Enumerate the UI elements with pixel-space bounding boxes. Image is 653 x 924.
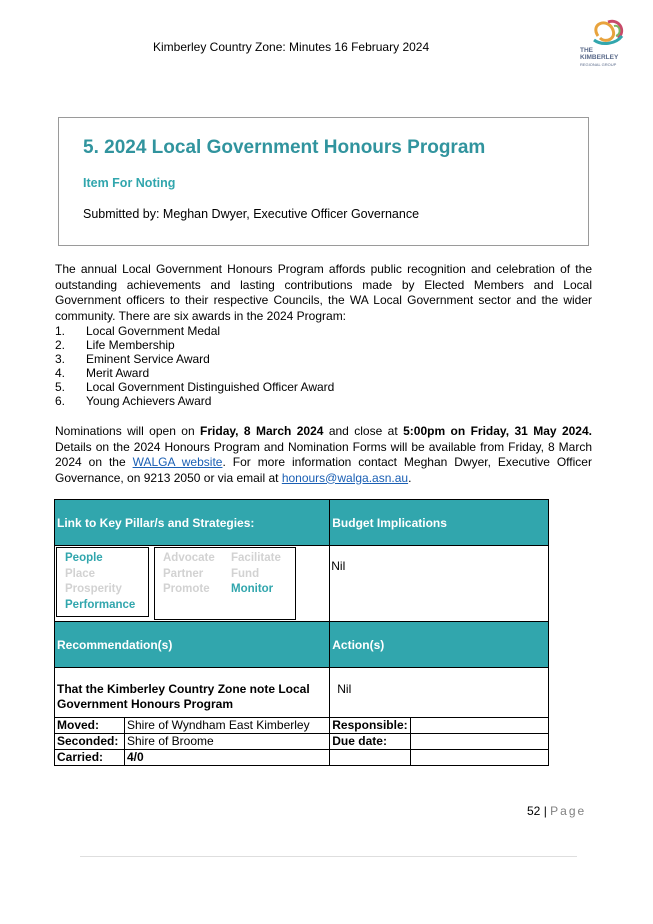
logo-text [580, 47, 632, 68]
footer-divider [80, 856, 577, 857]
list-label: Local Government Distinguished Officer Award [86, 380, 335, 394]
strategy-monitor: Monitor [231, 583, 274, 595]
list-item [55, 352, 334, 366]
pillar-performance: Performance [65, 598, 136, 611]
list-label: Merit Award [86, 366, 150, 380]
moved-label: Moved: [55, 718, 125, 734]
due-date-value [410, 734, 548, 750]
budget-header: Budget Implications [330, 500, 549, 546]
seconded-label: Seconded: [55, 734, 125, 750]
pillar-prosperity: Prosperity [65, 583, 122, 595]
item-title-box [58, 117, 589, 246]
submitted-by: Submitted by: Meghan Dwyer, Executive Officer Governance [83, 207, 420, 221]
open-date: Friday, 8 March 2024 [200, 424, 324, 438]
document-header-title: Kimberley Country Zone: Minutes 16 February 2024 [153, 40, 430, 54]
list-number: 2. [55, 338, 66, 352]
page-number [527, 804, 586, 818]
list-label: Life Membership [86, 338, 175, 352]
action-value: Nil [330, 668, 549, 718]
list-item [55, 366, 334, 380]
nominations-text: . [408, 470, 412, 485]
list-number: 6. [55, 394, 66, 408]
strategy-partner: Partner [163, 567, 204, 580]
list-number: 5. [55, 380, 66, 394]
list-item [55, 324, 334, 338]
strategy-facilitate: Facilitate [231, 552, 281, 564]
recommendation-text: That the Kimberley Country Zone note Local Government Honours Program [55, 668, 330, 718]
logo-title: THE KIMBERLEY [580, 47, 619, 61]
walga-website-link[interactable]: WALGA website [132, 455, 223, 469]
list-label: Local Government Medal [86, 324, 221, 338]
list-label: Young Achievers Award [86, 394, 212, 408]
strategy-fund: Fund [231, 567, 260, 580]
carried-label: Carried: [55, 750, 125, 766]
list-number: 4. [55, 366, 66, 380]
item-heading: 5. 2024 Local Government Honours Program [83, 137, 486, 158]
intro-paragraph: The annual Local Government Honours Program affords public recognition and celebration of the outstanding achievements and lasting contributions made by Elected Members and Local Government officers to their respective Councils, the WA Local Government sector and the wider community. There are six awards in the 2024 Program: [55, 262, 592, 323]
list-item [55, 338, 334, 352]
moved-value: Shire of Wyndham East Kimberley [124, 718, 329, 734]
budget-value: Nil [330, 546, 549, 622]
page-word: Page [550, 804, 587, 818]
page-separator: | [540, 804, 551, 818]
responsible-label: Responsible: [330, 718, 410, 734]
list-item [55, 394, 334, 408]
logo-subtitle: REGIONAL GROUP [580, 62, 617, 67]
pillar-people: People [65, 552, 103, 564]
awards-list [55, 324, 334, 408]
pillars-box [56, 547, 149, 617]
empty-cell [410, 750, 548, 766]
nominations-text: Nominations will open on [55, 424, 201, 438]
nominations-text: . For more information contact Meghan Dwyer, Executive Officer Governance, on 9213 2050 or via email at [55, 455, 592, 485]
due-date-label: Due date: [330, 734, 410, 750]
action-header: Action(s) [330, 622, 549, 668]
pillar-place: Place [65, 567, 96, 580]
recommendation-table [54, 499, 549, 766]
seconded-value: Shire of Broome [124, 734, 329, 750]
recommendation-header: Recommendation(s) [55, 622, 330, 668]
pillars-cell [55, 546, 330, 622]
empty-cell [330, 750, 410, 766]
strategy-advocate: Advocate [163, 552, 215, 564]
carried-value: 4/0 [124, 750, 329, 766]
pillars-header: Link to Key Pillar/s and Strategies: [55, 500, 330, 546]
close-date: 5:00pm on Friday, 31 May 2024. [403, 424, 592, 438]
responsible-value [410, 718, 548, 734]
strategies-box [154, 547, 296, 620]
list-number: 3. [55, 352, 66, 366]
item-type: Item For Noting [83, 176, 176, 190]
list-number: 1. [55, 324, 66, 338]
email-link[interactable]: honours@walga.asn.au [281, 470, 409, 485]
list-label: Eminent Service Award [86, 352, 210, 366]
strategy-promote: Promote [163, 583, 210, 595]
nominations-paragraph [55, 424, 592, 486]
page-number-value: 52 [527, 804, 541, 818]
nominations-text: Details on the 2024 Honours Program and Nomination Forms will be available from Friday, 8 March 2024 on the [55, 439, 592, 469]
nominations-text: and close at [323, 424, 404, 438]
list-item [55, 380, 334, 394]
